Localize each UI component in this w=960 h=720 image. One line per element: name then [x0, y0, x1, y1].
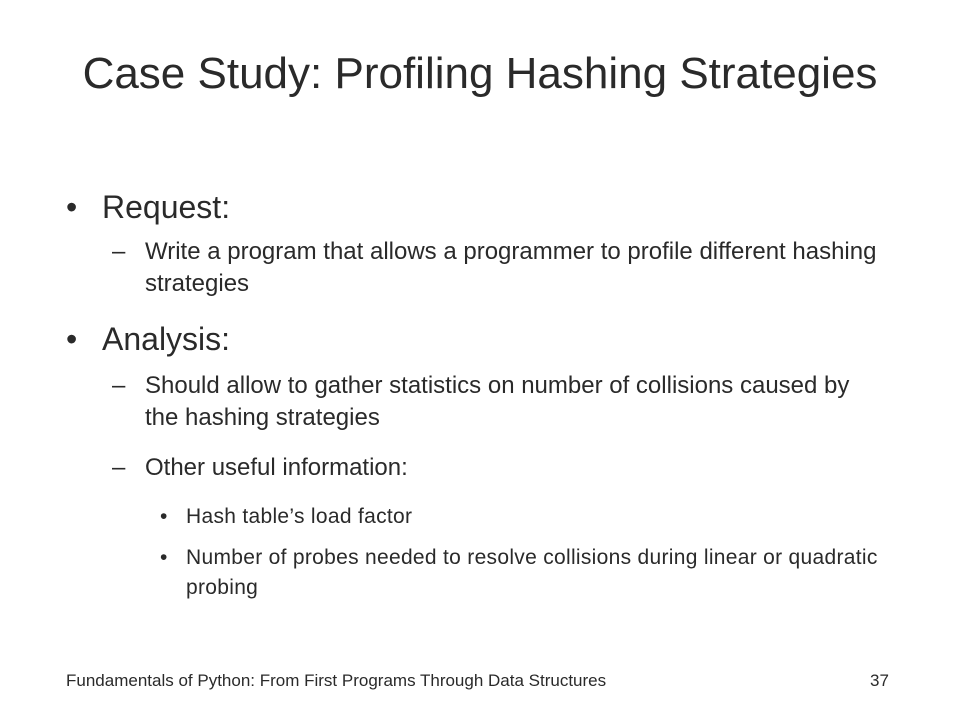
slide-title: Case Study: Profiling Hashing Strategies	[82, 49, 878, 98]
dash-icon: –	[112, 238, 126, 265]
subsubitem-text: Number of probes needed to resolve collisions during linear or quadratic probing	[186, 546, 878, 599]
subitem-text: Other useful information:	[145, 454, 408, 481]
subsubitem-text: Hash table’s load factor	[186, 505, 413, 528]
bullet-icon: •	[160, 505, 168, 528]
bullet-icon: •	[160, 546, 168, 569]
subitem-text: Should allow to gather statistics on number of collisions caused by the hashing strategies	[145, 372, 850, 431]
bullet-icon: •	[66, 321, 78, 357]
dash-icon: –	[112, 372, 126, 399]
subitem-text: Write a program that allows a programmer to profile different hashing strategies	[145, 238, 877, 297]
dash-icon: –	[112, 454, 126, 481]
bullet-icon: •	[66, 189, 78, 225]
footer-page-number: 37	[870, 671, 889, 690]
bullet-label-request: Request:	[102, 189, 231, 225]
bullet-label-analysis: Analysis:	[102, 321, 231, 357]
footer-book-title: Fundamentals of Python: From First Programs Through Data Structures	[66, 671, 607, 690]
